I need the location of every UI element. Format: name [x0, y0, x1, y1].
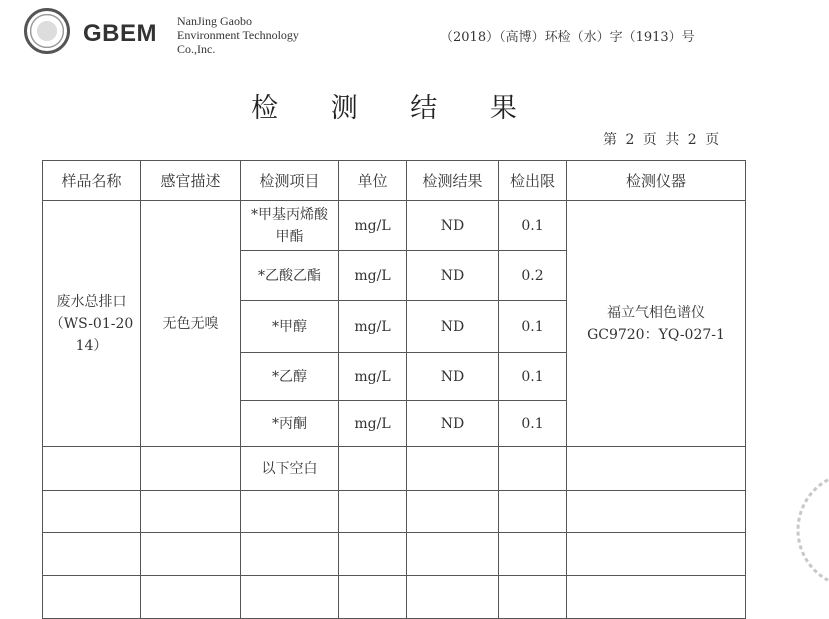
column-header: 检测项目	[241, 161, 339, 201]
table-header-row	[43, 161, 746, 201]
empty-cell	[141, 491, 241, 533]
empty-cell	[339, 447, 407, 491]
column-header: 样品名称	[43, 161, 141, 201]
empty-cell	[339, 491, 407, 533]
instrument-line: GC9720：YQ-027-1	[587, 326, 725, 343]
item-cell: *甲基丙烯酸甲酯	[241, 201, 339, 251]
result-cell: ND	[407, 353, 499, 401]
blank-row	[43, 491, 746, 533]
empty-cell	[141, 576, 241, 619]
limit-cell: 0.1	[499, 301, 567, 353]
brand-name: GBEM	[83, 20, 157, 47]
instrument-cell	[567, 201, 746, 447]
result-cell: ND	[407, 251, 499, 301]
blank-row	[43, 533, 746, 576]
unit-cell: mg/L	[339, 251, 407, 301]
page-info: 第 2 页 共 2 页	[603, 132, 720, 148]
empty-cell	[339, 576, 407, 619]
empty-cell	[241, 576, 339, 619]
company-logo	[24, 8, 70, 54]
company-line: NanJing Gaobo	[177, 14, 252, 28]
empty-cell	[567, 533, 746, 576]
sample-name-line: （WS-01-20	[49, 315, 134, 332]
empty-cell	[43, 576, 141, 619]
item-cell: *甲醇	[241, 301, 339, 353]
limit-cell: 0.1	[499, 401, 567, 447]
blank-note: 以下空白	[241, 447, 339, 491]
result-cell: ND	[407, 301, 499, 353]
empty-cell	[407, 533, 499, 576]
column-header: 感官描述	[141, 161, 241, 201]
column-header: 检测结果	[407, 161, 499, 201]
empty-cell	[499, 576, 567, 619]
empty-cell	[407, 491, 499, 533]
sample-name-cell	[43, 201, 141, 447]
seal-stamp	[795, 470, 829, 589]
empty-cell	[43, 491, 141, 533]
empty-cell	[407, 576, 499, 619]
empty-cell	[43, 533, 141, 576]
page-title: 检 测 结 果	[251, 93, 539, 124]
unit-cell: mg/L	[339, 201, 407, 251]
empty-cell	[499, 533, 567, 576]
company-line: Co.,Inc.	[177, 42, 216, 56]
unit-cell: mg/L	[339, 301, 407, 353]
unit-cell: mg/L	[339, 353, 407, 401]
result-cell: ND	[407, 201, 499, 251]
empty-cell	[241, 533, 339, 576]
empty-cell	[339, 533, 407, 576]
item-cell: *丙酮	[241, 401, 339, 447]
document-number: （2018）（高博）环检（水）字（1913）号	[440, 30, 695, 45]
column-header: 检测仪器	[567, 161, 746, 201]
item-cell: *乙醇	[241, 353, 339, 401]
empty-cell	[499, 447, 567, 491]
empty-cell	[567, 491, 746, 533]
sample-name-line: 废水总排口	[56, 293, 127, 310]
instrument-line: 福立气相色谱仪	[607, 304, 705, 321]
limit-cell: 0.1	[499, 353, 567, 401]
empty-cell	[141, 447, 241, 491]
column-header: 检出限	[499, 161, 567, 201]
blank-row	[43, 447, 746, 491]
empty-cell	[499, 491, 567, 533]
sample-name-line: 14）	[75, 337, 108, 354]
column-header: 单位	[339, 161, 407, 201]
seal-stamp-arc	[798, 480, 828, 580]
blank-row	[43, 576, 746, 619]
empty-cell	[141, 533, 241, 576]
empty-cell	[407, 447, 499, 491]
unit-cell: mg/L	[339, 401, 407, 447]
result-cell: ND	[407, 401, 499, 447]
limit-cell: 0.2	[499, 251, 567, 301]
item-cell: *乙酸乙酯	[241, 251, 339, 301]
table-row	[43, 201, 746, 251]
empty-cell	[567, 447, 746, 491]
company-name	[177, 14, 299, 56]
empty-cell	[43, 447, 141, 491]
empty-cell	[567, 576, 746, 619]
limit-cell: 0.1	[499, 201, 567, 251]
results-table	[42, 160, 746, 619]
company-line: Environment Technology	[177, 28, 299, 42]
empty-cell	[241, 491, 339, 533]
sensory-cell: 无色无嗅	[141, 201, 241, 447]
